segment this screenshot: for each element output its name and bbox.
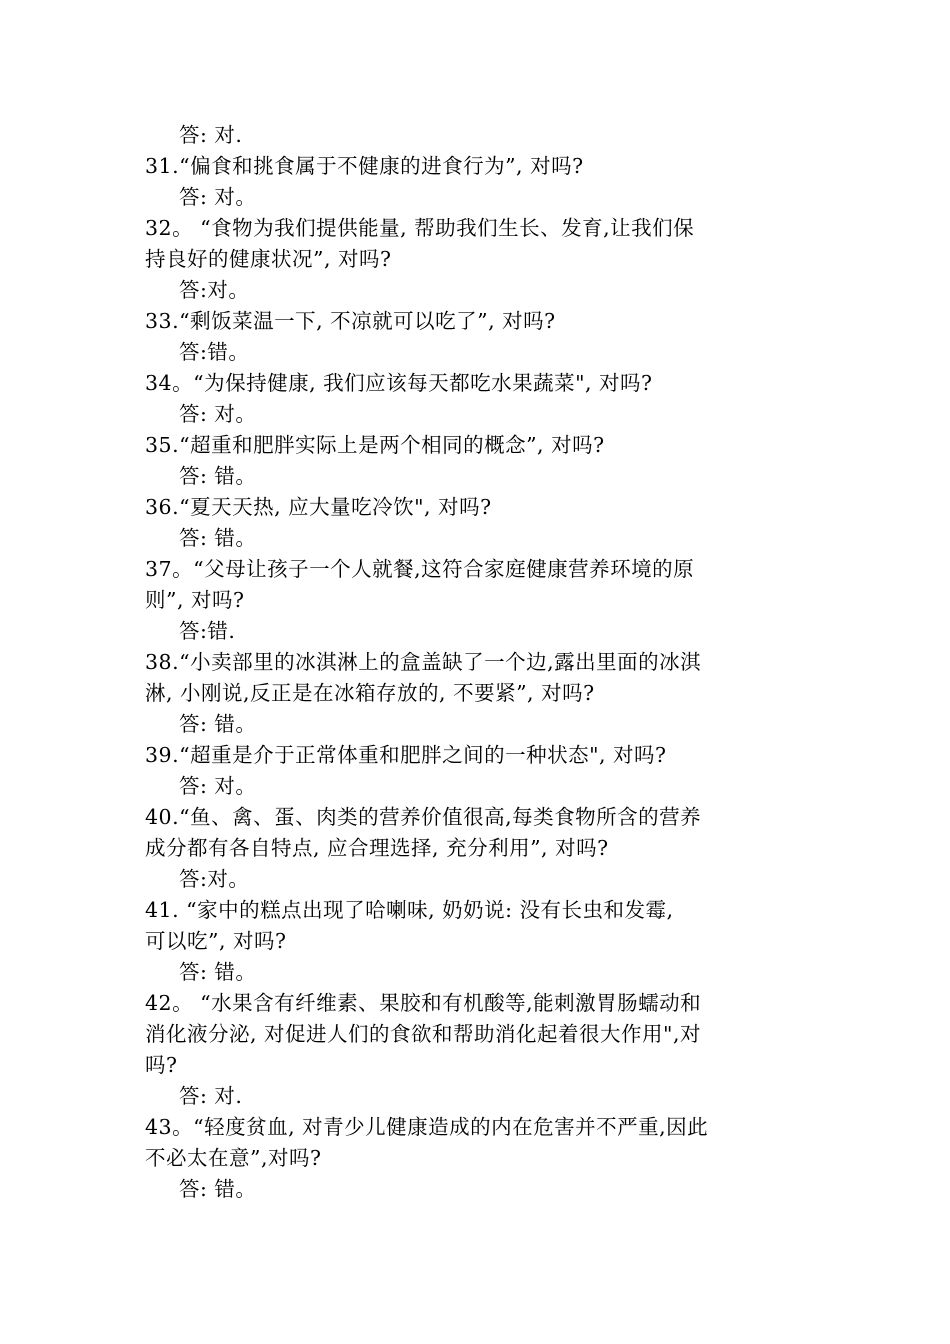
- question-line: 32。 “食物为我们提供能量, 帮助我们生长、发育,让我们保: [145, 216, 695, 240]
- question-line: 41. “家中的糕点出现了哈喇味, 奶奶说: 没有长虫和发霉,: [145, 898, 674, 922]
- question-line: 43。“轻度贫血, 对青少儿健康造成的内在危害并不严重,因此: [145, 1115, 709, 1139]
- answer-line: 答: 错。: [179, 526, 257, 550]
- answer-line: 答: 对.: [179, 1084, 243, 1108]
- answer-line: 答:对。: [179, 867, 250, 891]
- question-line: 37。“父母让孩子一个人就餐,这符合家庭健康营养环境的原: [145, 557, 695, 581]
- question-line: 吗?: [145, 1053, 178, 1077]
- answer-line: 答: 错。: [179, 1177, 257, 1201]
- question-line: 持良好的健康状况”, 对吗?: [145, 247, 392, 271]
- question-line: 35.“超重和肥胖实际上是两个相同的概念”, 对吗?: [145, 433, 605, 457]
- answer-line: 答: 对.: [179, 123, 243, 147]
- answer-line: 答: 错。: [179, 712, 257, 736]
- question-line: 39.“超重是介于正常体重和肥胖之间的一种状态", 对吗?: [145, 743, 667, 767]
- answer-line: 答:错。: [179, 340, 250, 364]
- question-line: 不必太在意”,对吗?: [145, 1146, 322, 1170]
- question-line: 38.“小卖部里的冰淇淋上的盒盖缺了一个边,露出里面的冰淇: [145, 650, 702, 674]
- question-line: 40.“鱼、禽、蛋、肉类的营养价值很高,每类食物所含的营养: [145, 805, 702, 829]
- question-line: 36.“夏天天热, 应大量吃冷饮", 对吗?: [145, 495, 492, 519]
- question-line: 33.“剩饭菜温一下, 不凉就可以吃了”, 对吗?: [145, 309, 556, 333]
- question-line: 消化液分泌, 对促进人们的食欲和帮助消化起着很大作用",对: [145, 1022, 701, 1046]
- answer-line: 答:对。: [179, 278, 250, 302]
- answer-line: 答:错.: [179, 619, 236, 643]
- question-line: 31.“偏食和挑食属于不健康的进食行为”, 对吗?: [145, 154, 584, 178]
- answer-line: 答: 对。: [179, 774, 257, 798]
- answer-line: 答: 对。: [179, 402, 257, 426]
- qa-list: [145, 120, 810, 1205]
- question-line: 可以吃”, 对吗?: [145, 929, 287, 953]
- question-line: 成分都有各自特点, 应合理选择, 充分利用”, 对吗?: [145, 836, 609, 860]
- answer-line: 答: 对。: [179, 185, 257, 209]
- question-line: 淋, 小刚说,反正是在冰箱存放的, 不要紧”, 对吗?: [145, 681, 595, 705]
- answer-line: 答: 错。: [179, 960, 257, 984]
- question-line: 则”, 对吗?: [145, 588, 245, 612]
- question-line: 34。“为保持健康, 我们应该每天都吃水果蔬菜", 对吗?: [145, 371, 653, 395]
- answer-line: 答: 错。: [179, 464, 257, 488]
- question-line: 42。 “水果含有纤维素、果胶和有机酸等,能刺激胃肠蠕动和: [145, 991, 702, 1015]
